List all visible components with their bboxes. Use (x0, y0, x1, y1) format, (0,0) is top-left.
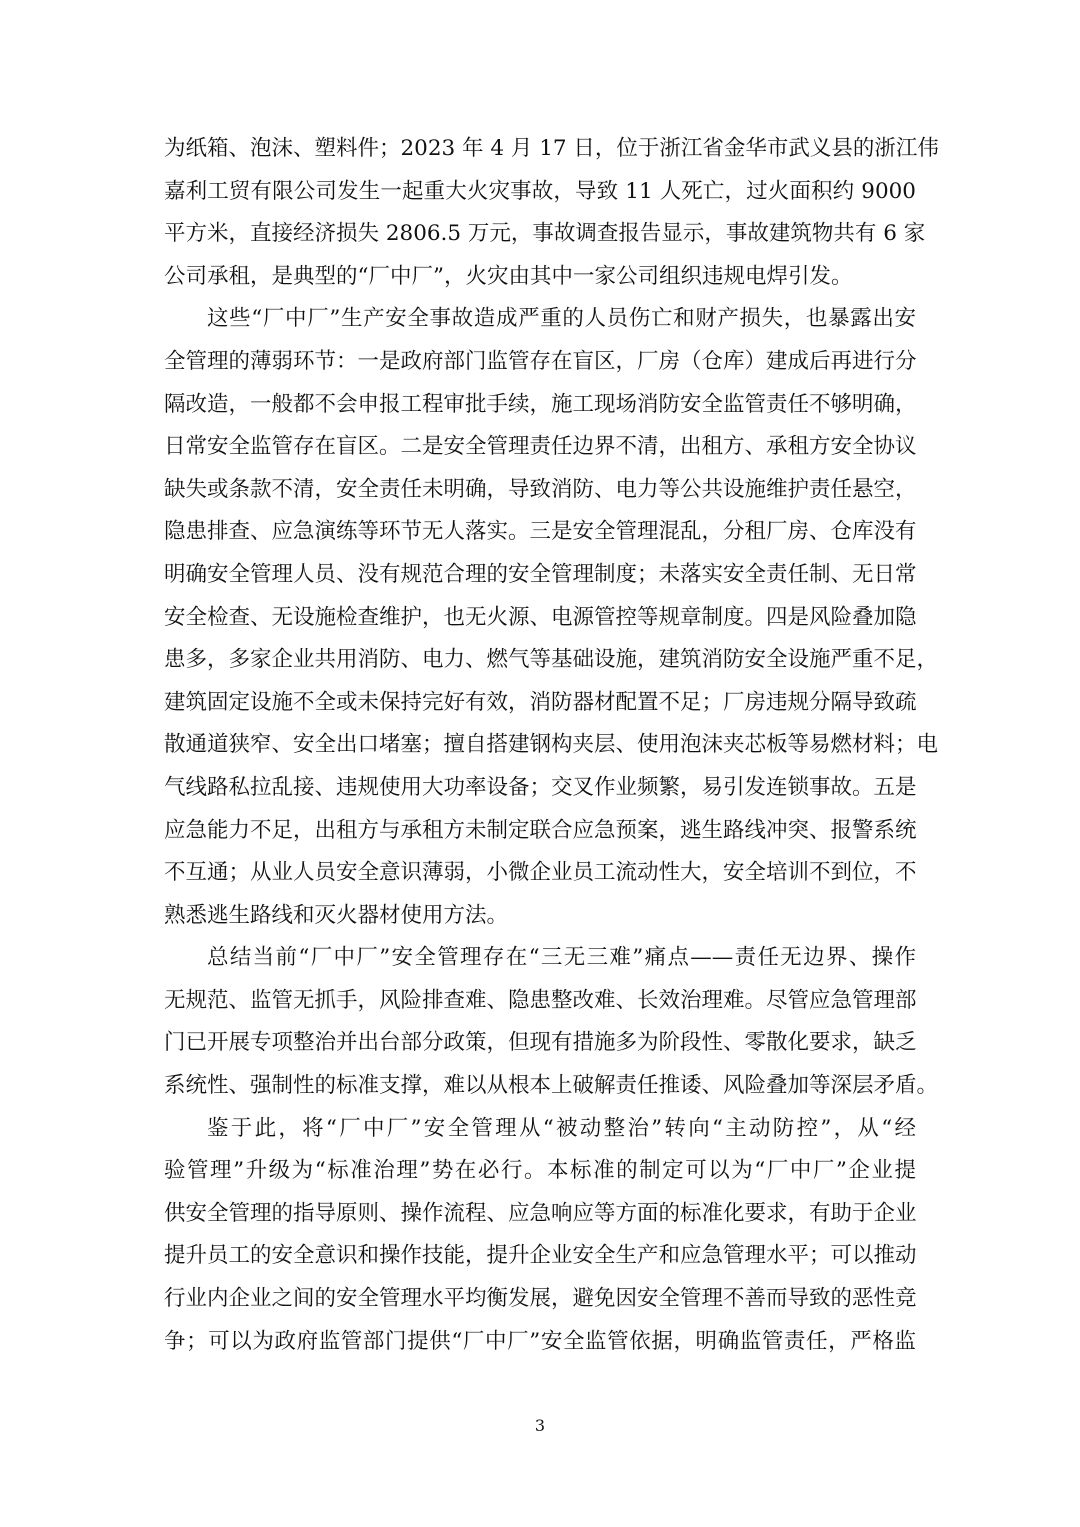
text-line: 安全检查、无设施检查维护，也无火源、电源管控等规章制度。四是风险叠加隐 (164, 604, 917, 630)
body-text (164, 128, 939, 1363)
text-line: 建筑固定设施不全或未保持完好有效，消防器材配置不足；厂房违规分隔导致疏 (164, 689, 917, 715)
text-line: 患多，多家企业共用消防、电力、燃气等基础设施，建筑消防安全设施严重不足， (164, 647, 939, 673)
text-line: 供安全管理的指导原则、操作流程、应急响应等方面的标准化要求，有助于企业 (164, 1200, 917, 1226)
text-line: 验管理”升级为“标准治理”势在必行。本标准的制定可以为“厂中厂”企业提 (164, 1158, 916, 1184)
text-line: 公司承租，是典型的“厂中厂”，火灾由其中一家公司组织违规电焊引发。 (164, 263, 853, 289)
text-line: 应急能力不足，出租方与承租方未制定联合应急预案，逃生路线冲突、报警系统 (164, 817, 917, 843)
text-line: 缺失或条款不清，安全责任未明确，导致消防、电力等公共设施维护责任悬空， (164, 476, 917, 502)
text-line: 门已开展专项整治并出台部分政策，但现有措施多为阶段性、零散化要求，缺乏 (164, 1030, 917, 1056)
text-line: 熟悉逃生路线和灭火器材使用方法。 (164, 902, 509, 928)
text-line: 日常安全监管存在盲区。二是安全管理责任边界不清，出租方、承租方安全协议 (164, 434, 917, 460)
paragraph-1 (164, 128, 939, 298)
text-line: 明确安全管理人员、没有规范合理的安全管理制度；未落实安全责任制、无日常 (164, 561, 917, 587)
paragraph-3 (164, 937, 939, 1107)
text-line: 平方米，直接经济损失 2806.5 万元，事故调查报告显示，事故建筑物共有 6 家 (164, 221, 926, 247)
text-line: 行业内企业之间的安全管理水平均衡发展，避免因安全管理不善而导致的恶性竞 (164, 1286, 917, 1312)
paragraph-4 (164, 1108, 916, 1364)
text-line: 全管理的薄弱环节：一是政府部门监管存在盲区，厂房（仓库）建成后再进行分 (164, 348, 917, 374)
page-number: 3 (534, 1416, 546, 1435)
text-line: 散通道狭窄、安全出口堵塞；擅自搭建钢构夹层、使用泡沫夹芯板等易燃材料；电 (164, 732, 939, 758)
text-line: 为纸箱、泡沫、塑料件；2023 年 4 月 17 日，位于浙江省金华市武义县的浙江伟 (164, 136, 939, 161)
text-line: 隐患排查、应急演练等环节无人落实。三是安全管理混乱，分租厂房、仓库没有 (164, 519, 917, 545)
text-line: 这些“厂中厂”生产安全事故造成严重的人员伤亡和财产损失，也暴露出安 (207, 306, 916, 332)
text-line: 气线路私拉乱接、违规使用大功率设备；交叉作业频繁，易引发连锁事故。五是 (164, 774, 917, 800)
text-line: 不互通；从业人员安全意识薄弱，小微企业员工流动性大，安全培训不到位，不 (164, 860, 917, 886)
text-line: 系统性、强制性的标准支撑，难以从根本上破解责任推诿、风险叠加等深层矛盾。 (164, 1073, 939, 1099)
text-line: 争；可以为政府监管部门提供“厂中厂”安全监管依据，明确监管责任，严格监 (164, 1328, 916, 1354)
paragraph-2 (164, 298, 939, 937)
text-line: 提升员工的安全意识和操作技能，提升企业安全生产和应急管理水平；可以推动 (164, 1243, 917, 1269)
text-line: 总结当前“厂中厂”安全管理存在“三无三难”痛点——责任无边界、操作 (207, 945, 916, 971)
text-line: 鉴于此，将“厂中厂”安全管理从“被动整治”转向“主动防控”，从“经 (207, 1115, 916, 1141)
text-line: 嘉利工贸有限公司发生一起重大火灾事故，导致 11 人死亡，过火面积约 9000 (164, 178, 916, 204)
text-line: 无规范、监管无抓手，风险排查难、隐患整改难、长效治理难。尽管应急管理部 (164, 987, 917, 1013)
text-line: 隔改造，一般都不会申报工程审批手续，施工现场消防安全监管责任不够明确， (164, 391, 917, 417)
